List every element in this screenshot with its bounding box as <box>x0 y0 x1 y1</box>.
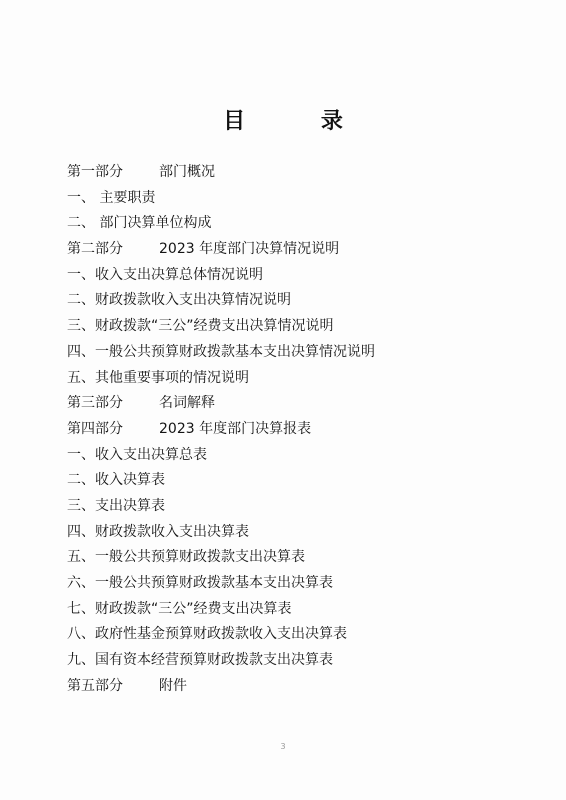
toc-item <box>67 366 527 392</box>
toc-item <box>67 494 527 520</box>
toc-part-2 <box>67 237 527 263</box>
part-label: 第三部分 <box>67 395 123 412</box>
toc-item-text: 二、 部门决算单位构成 <box>67 215 212 232</box>
part-label: 第五部分 <box>67 677 123 694</box>
toc-item <box>67 340 527 366</box>
toc-item <box>67 648 527 674</box>
toc-item-text: 一、 主要职责 <box>67 189 156 206</box>
table-of-contents <box>67 160 527 699</box>
toc-item-text: 一、收入支出决算总体情况说明 <box>67 266 263 283</box>
part-label: 第二部分 <box>67 241 123 258</box>
toc-item-text: 三、支出决算表 <box>67 497 165 514</box>
toc-item-text: 四、一般公共预算财政拨款基本支出决算情况说明 <box>67 343 375 360</box>
toc-item-text: 四、财政拨款收入支出决算表 <box>67 523 249 540</box>
toc-item <box>67 211 527 237</box>
page-title: 目 录 <box>223 109 377 134</box>
toc-item-text: 二、财政拨款收入支出决算情况说明 <box>67 292 291 309</box>
toc-part-3 <box>67 391 527 417</box>
toc-item-text: 七、财政拨款“三公”经费支出决算表 <box>67 600 292 617</box>
toc-item <box>67 314 527 340</box>
toc-item-text: 六、一般公共预算财政拨款基本支出决算表 <box>67 575 333 591</box>
toc-part-5 <box>67 674 527 700</box>
toc-item-text: 一、收入支出决算总表 <box>67 446 207 463</box>
toc-item <box>67 571 527 597</box>
toc-part-1 <box>67 160 527 186</box>
toc-item <box>67 597 527 623</box>
toc-item-text: 八、政府性基金预算财政拨款收入支出决算表 <box>67 626 347 643</box>
toc-item <box>67 520 527 546</box>
part-title: 部门概况 <box>159 164 215 180</box>
toc-item <box>67 622 527 648</box>
toc-item <box>67 186 527 212</box>
page-number: 3 <box>280 742 286 751</box>
toc-item-text: 二、收入决算表 <box>67 472 165 489</box>
part-label: 第一部分 <box>67 164 123 180</box>
toc-item <box>67 288 527 314</box>
part-title: 2023 年度部门决算报表 <box>159 420 312 437</box>
toc-item <box>67 545 527 571</box>
part-label: 第四部分 <box>67 420 123 437</box>
toc-item-text: 五、一般公共预算财政拨款支出决算表 <box>67 549 305 566</box>
part-title: 2023 年度部门决算情况说明 <box>159 241 340 258</box>
toc-part-4 <box>67 417 527 443</box>
toc-item <box>67 263 527 289</box>
part-title: 名词解释 <box>159 395 215 412</box>
toc-item <box>67 443 527 469</box>
part-title: 附件 <box>159 677 187 694</box>
toc-item-text: 三、财政拨款“三公”经费支出决算情况说明 <box>67 318 334 335</box>
toc-item-text: 五、其他重要事项的情况说明 <box>67 369 249 386</box>
toc-item-text: 九、国有资本经营预算财政拨款支出决算表 <box>67 652 333 669</box>
toc-item <box>67 468 527 494</box>
